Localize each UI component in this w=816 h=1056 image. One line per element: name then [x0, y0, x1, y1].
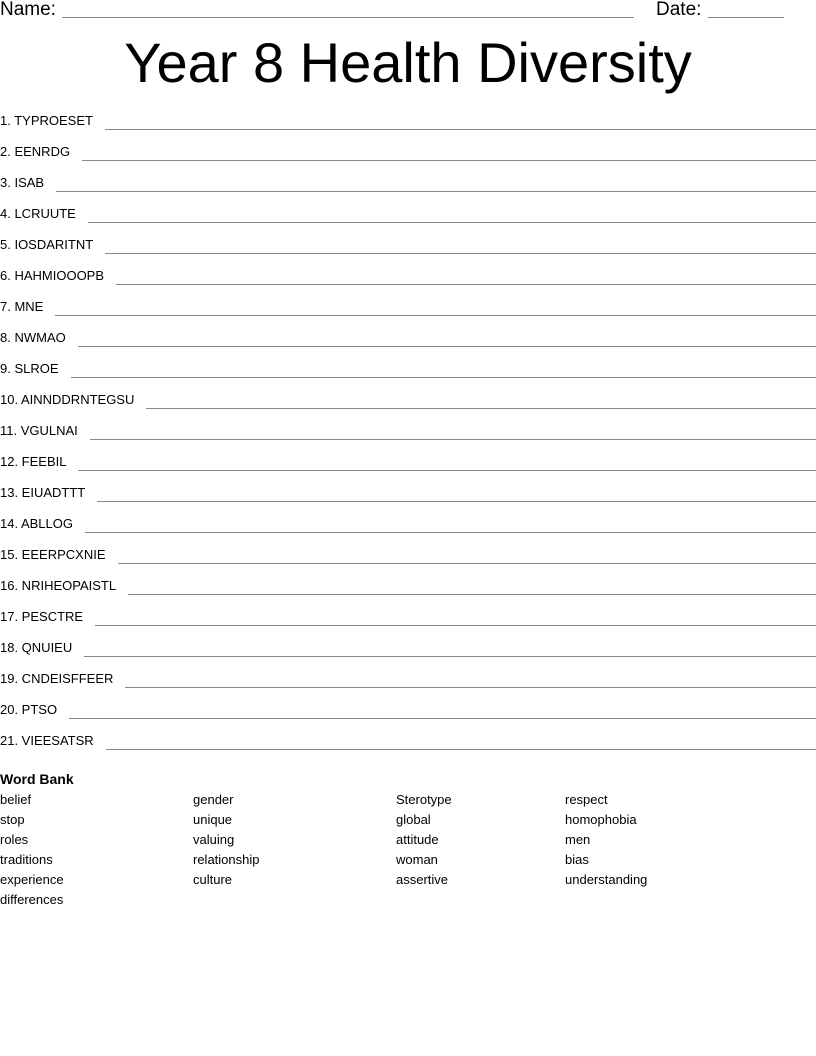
puzzle-row — [0, 730, 816, 761]
answer-line[interactable] — [84, 637, 816, 657]
word-bank-word: valuing — [193, 832, 235, 847]
puzzle-row — [0, 141, 816, 172]
word-bank-column — [0, 790, 64, 910]
puzzle-row — [0, 203, 816, 234]
puzzle-row — [0, 234, 816, 265]
answer-line[interactable] — [88, 203, 816, 223]
puzzle-row — [0, 110, 816, 141]
word-bank-word: global — [396, 812, 431, 827]
scrambled-word: 7. MNE — [0, 299, 44, 314]
word-bank-word: bias — [565, 852, 589, 867]
puzzle-row — [0, 575, 816, 606]
word-bank-word: attitude — [396, 832, 439, 847]
scrambled-word: 15. EEERPCXNIE — [0, 547, 106, 562]
answer-line[interactable] — [71, 358, 816, 378]
word-bank-word: homophobia — [565, 812, 637, 827]
word-bank-word: stop — [0, 812, 25, 827]
word-bank-word: differences — [0, 892, 64, 907]
puzzle-row — [0, 482, 816, 513]
word-bank-word: Sterotype — [396, 792, 452, 807]
word-bank-title: Word Bank — [0, 771, 74, 787]
answer-line[interactable] — [116, 265, 816, 285]
puzzle-row — [0, 451, 816, 482]
puzzle-row — [0, 172, 816, 203]
puzzle-row — [0, 265, 816, 296]
word-bank — [0, 770, 816, 920]
name-label: Name: — [0, 0, 56, 20]
answer-line[interactable] — [97, 482, 816, 502]
puzzle-row — [0, 606, 816, 637]
scrambled-word: 5. IOSDARITNT — [0, 237, 94, 252]
puzzle-row — [0, 327, 816, 358]
scrambled-word: 8. NWMAO — [0, 330, 66, 345]
word-bank-word: men — [565, 832, 591, 847]
puzzle-row — [0, 637, 816, 668]
scrambled-word: 18. QNUIEU — [0, 640, 73, 655]
word-bank-column — [565, 790, 647, 890]
word-bank-word: understanding — [565, 872, 648, 887]
word-bank-column — [193, 790, 260, 890]
word-bank-grid — [0, 790, 816, 920]
scrambled-word: 6. HAHMIOOOPB — [0, 268, 105, 283]
page-title: Year 8 Health Diversity — [124, 31, 692, 94]
word-bank-word: experience — [0, 872, 64, 887]
puzzle-row — [0, 296, 816, 327]
scrambled-word: 4. LCRUUTE — [0, 206, 76, 221]
word-bank-word: culture — [193, 872, 233, 887]
word-bank-column — [396, 790, 452, 890]
scrambled-word: 19. CNDEISFFEER — [0, 671, 114, 686]
date-line — [708, 17, 784, 18]
answer-line[interactable] — [90, 420, 816, 440]
scrambled-word: 16. NRIHEOPAISTL — [0, 578, 117, 593]
puzzle-row — [0, 699, 816, 730]
scrambled-word: 11. VGULNAI — [0, 423, 78, 438]
scrambled-word: 3. ISAB — [0, 175, 45, 190]
scrambled-word: 9. SLROE — [0, 361, 59, 376]
answer-line[interactable] — [55, 296, 816, 316]
answer-line[interactable] — [82, 141, 816, 161]
answer-line[interactable] — [95, 606, 816, 626]
word-bank-word: woman — [396, 852, 438, 867]
word-bank-word: roles — [0, 832, 29, 847]
scrambled-word: 20. PTSO — [0, 702, 58, 717]
puzzle-list — [0, 110, 816, 761]
answer-line[interactable] — [78, 327, 816, 347]
puzzle-row — [0, 420, 816, 451]
answer-line[interactable] — [69, 699, 816, 719]
scrambled-word: 17. PESCTRE — [0, 609, 84, 624]
answer-line[interactable] — [105, 234, 816, 254]
answer-line[interactable] — [118, 544, 816, 564]
puzzle-row — [0, 668, 816, 699]
puzzle-row — [0, 513, 816, 544]
scrambled-word: 21. VIEESATSR — [0, 733, 94, 748]
scrambled-word: 10. AINNDDRNTEGSU — [0, 392, 135, 407]
word-bank-word: belief — [0, 792, 32, 807]
scrambled-word: 13. EIUADTTT — [0, 485, 86, 500]
answer-line[interactable] — [85, 513, 816, 533]
word-bank-word: traditions — [0, 852, 53, 867]
answer-line[interactable] — [105, 110, 816, 130]
date-label: Date: — [656, 0, 702, 20]
word-bank-word: relationship — [193, 852, 260, 867]
answer-line[interactable] — [106, 730, 816, 750]
answer-line[interactable] — [78, 451, 816, 471]
answer-line[interactable] — [56, 172, 816, 192]
header — [0, 0, 816, 22]
scrambled-word: 12. FEEBIL — [0, 454, 67, 469]
answer-line[interactable] — [128, 575, 816, 595]
answer-line[interactable] — [146, 389, 816, 409]
scrambled-word: 1. TYPROESET — [0, 113, 93, 128]
puzzle-row — [0, 389, 816, 420]
name-line — [62, 17, 634, 18]
scrambled-word: 14. ABLLOG — [0, 516, 73, 531]
answer-line[interactable] — [125, 668, 816, 688]
word-bank-word: gender — [193, 792, 234, 807]
puzzle-row — [0, 544, 816, 575]
word-bank-word: unique — [193, 812, 233, 827]
puzzle-row — [0, 358, 816, 389]
word-bank-word: respect — [565, 792, 608, 807]
scrambled-word: 2. EENRDG — [0, 144, 71, 159]
word-bank-word: assertive — [396, 872, 449, 887]
